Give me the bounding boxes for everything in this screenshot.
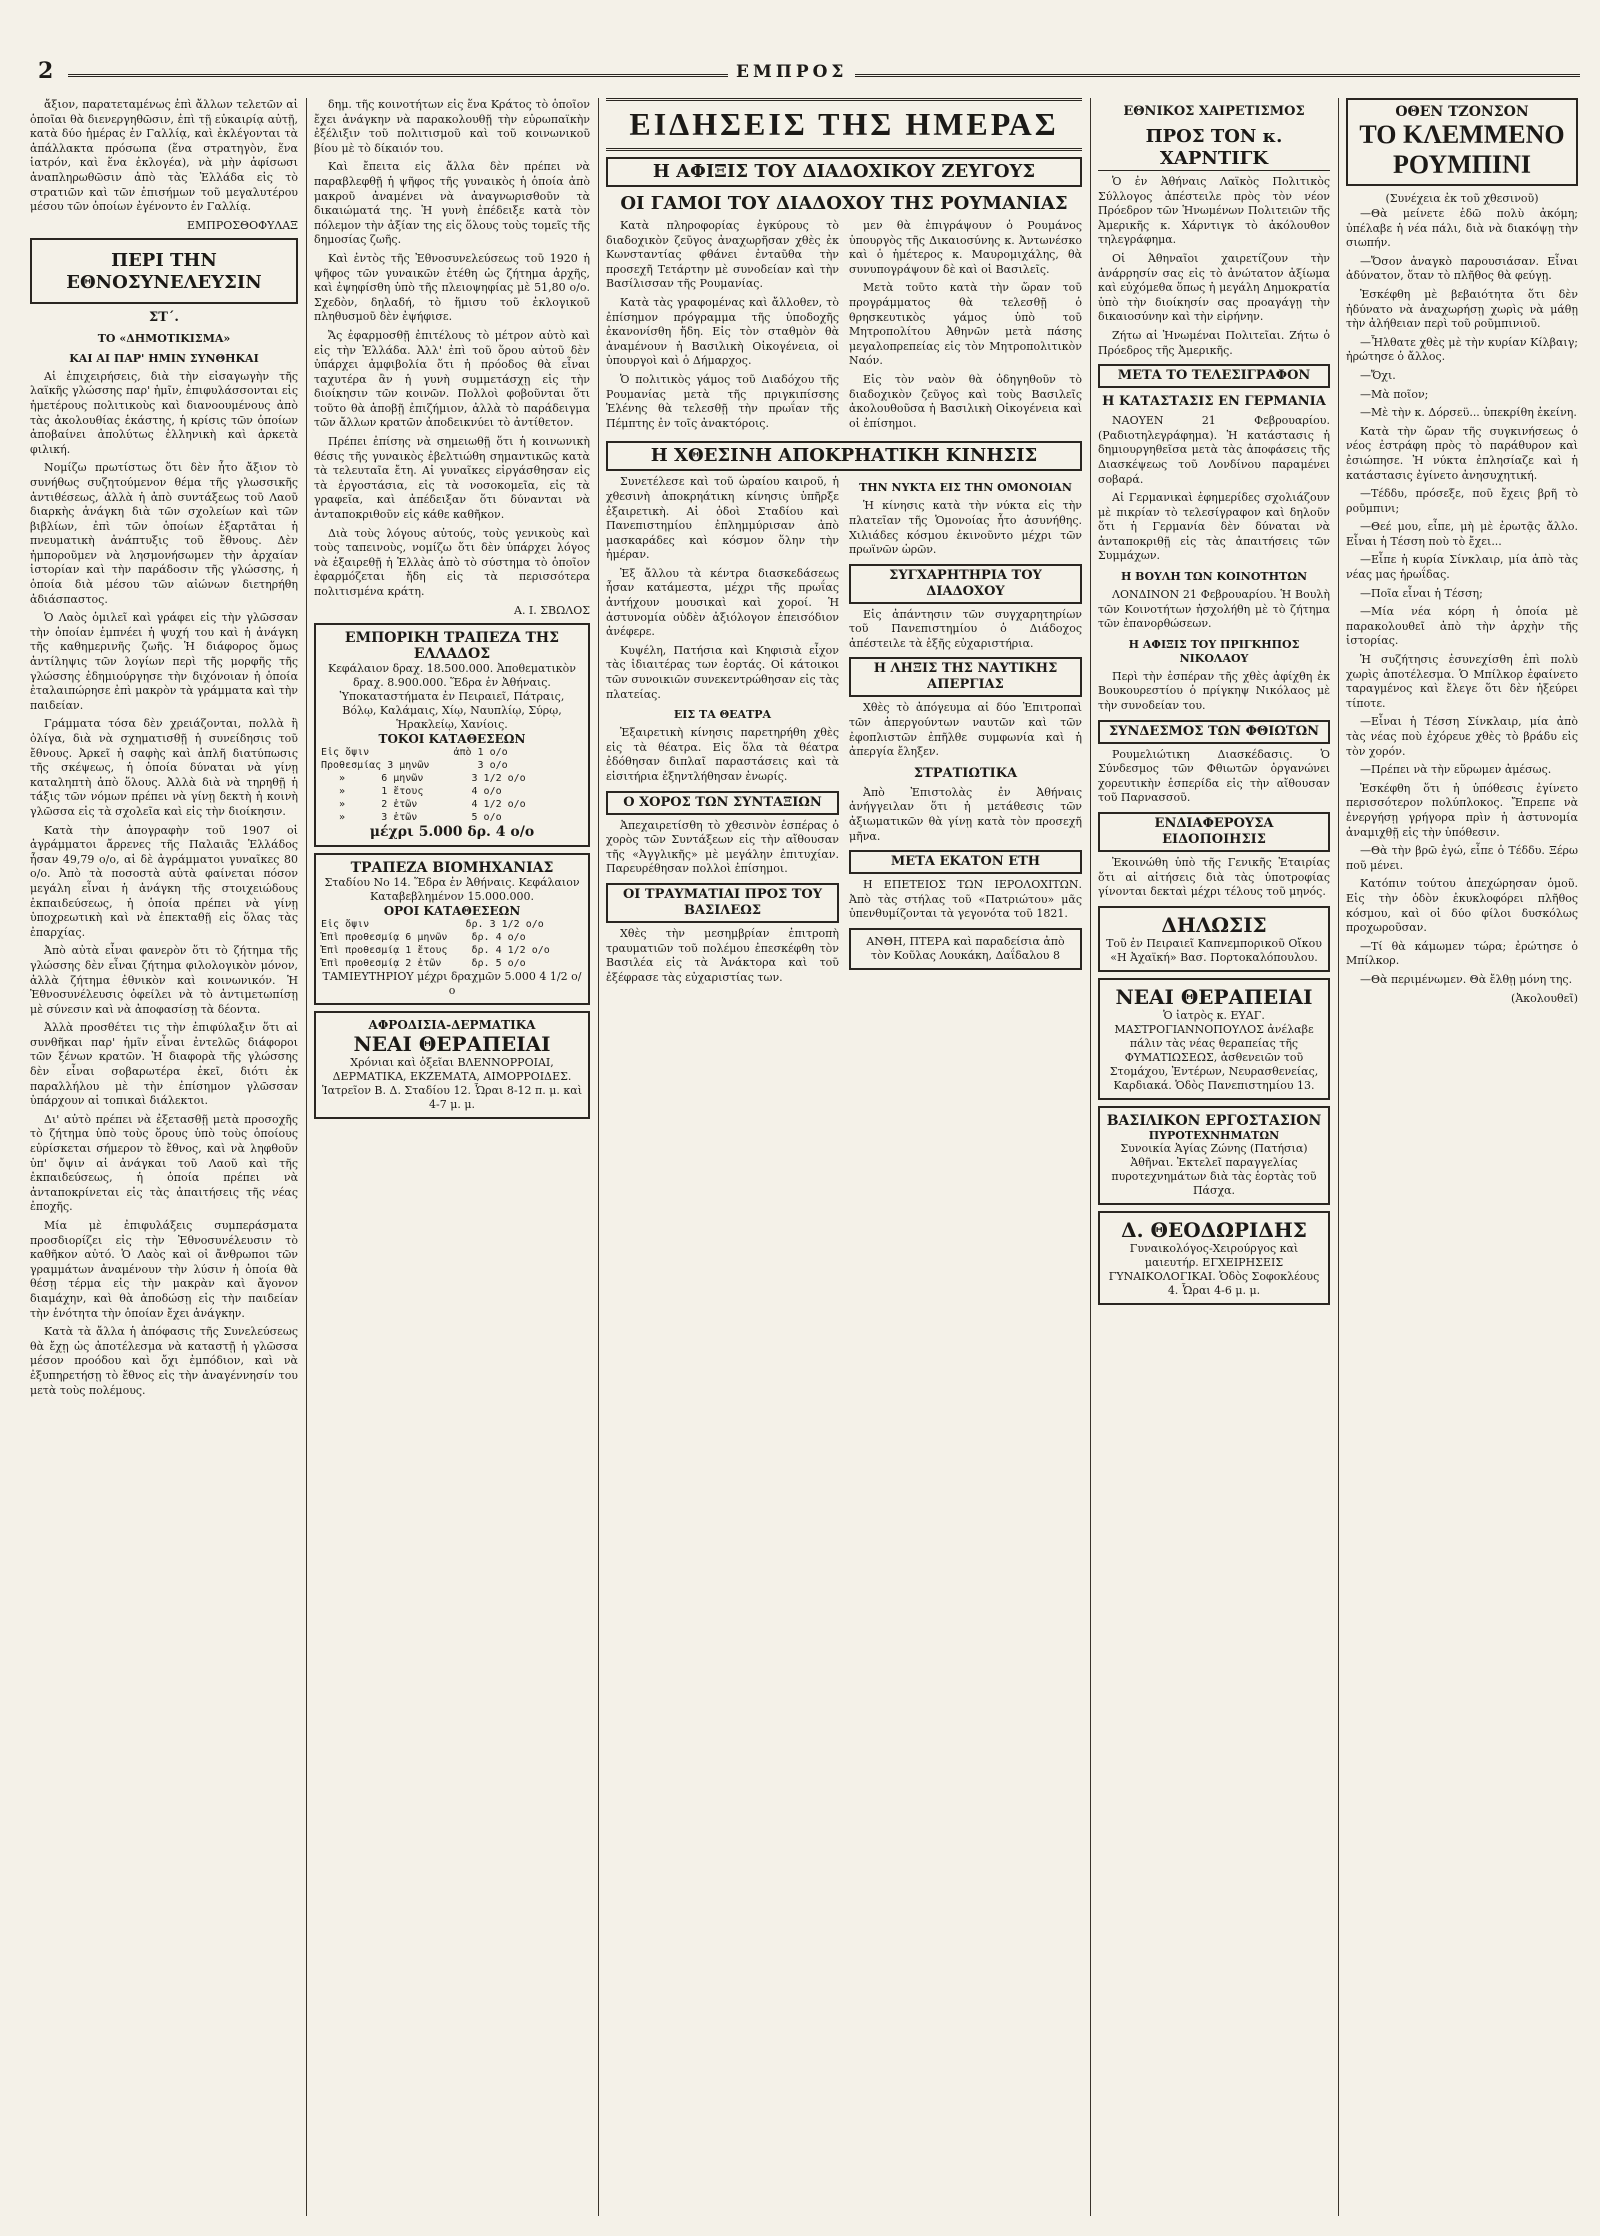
article-headline: Ο ΧΟΡΟΣ ΤΩΝ ΣΥΝΤΑΞΙΩΝ: [606, 791, 839, 815]
article-text: Ρουμελιώτικη Διασκέδασις. Ὁ Σύνδεσμος τῶν Φθιωτῶν ὀργανώνει χορευτικὴν ἑσπερίδα εἰς τὴν αἴθουσαν τοῦ Παρνασσοῦ.: [1098, 747, 1330, 805]
ad-text: Χρόνιαι καὶ ὀξεῖαι ΒΛΕΝΝΟΡΡΟΙΑΙ, ΔΕΡΜΑΤΙΚΑ, ΕΚΖΕΜΑΤΑ, ΑΙΜΟΡΡΟΙΔΕΣ. Ἱατρεῖον Β. Δ. Σταδίου 12. Ὧραι 8-12 π. μ. καὶ 4-7 μ. μ.: [321, 1055, 583, 1111]
ad-subtitle: ΟΡΟΙ ΚΑΤΑΘΕΣΕΩΝ: [383, 903, 521, 918]
article-text: Ὁ ἐν Ἀθήναις Λαϊκὸς Πολιτικὸς Σύλλογος ἀπέστειλε πρὸς τὸν νέον Πρόεδρον τῶν Ἡνωμένων Πολιτειῶν τῆς Ἀμερικῆς κ. Χάρντιγκ τὸ ἀκόλουθον τηλεγράφημα.: [1098, 175, 1330, 247]
serial-text: Ἡ συζήτησις ἐσυνεχίσθη ἐπὶ πολὺ χωρὶς ἀποτέλεσμα. Ὁ Μπίλκορ ἐφαίνετο ταραγμένος καὶ ἔλεγε ὅτι δὲν ἠξεύρει τίποτε.: [1346, 653, 1578, 710]
serial-text: —Μὰ ποῖον;: [1360, 387, 1429, 401]
serial-text: Κατὰ τὴν ὥραν τῆς συγκινήσεως ὁ νέος ἐστράφη πρὸς τὸ παράθυρον καὶ ἐσιώπησε. Ἡ νύκτα ἐπλησίαζε καὶ ἡ κατάστασις ἐγίνετο ἀνησυχητική.: [1346, 424, 1578, 482]
article-text: Αἱ Γερμανικαὶ ἐφημερίδες σχολιάζουν μὲ πικρίαν τὸ τελεσίγραφον καὶ δηλοῦν ὅτι ἡ Γερμανία δὲν δύναται νὰ ἀνταποκριθῇ εἰς τὰς ἀπαιτήσεις τῶν Συμμάχων.: [1098, 491, 1330, 563]
article-subheadline: Η ΑΦΙΞΙΣ ΤΟΥ ΠΡΙΓΚΗΠΟΣ ΝΙΚΟΛΑΟΥ: [1128, 637, 1300, 665]
article-text: Ἐκοινώθη ὑπὸ τῆς Γενικῆς Ἑταιρίας ὅτι αἱ αἰτήσεις διὰ τὰς ὑποτροφίας γίνονται δεκταὶ μέχρι τέλους τοῦ μηνός.: [1098, 856, 1330, 899]
serial-text: —Ποῖα εἶναι ἡ Τέσση;: [1360, 586, 1483, 600]
article-headline: ΜΕΤΑ ΤΟ ΤΕΛΕΣΙΓΡΑΦΟΝ: [1098, 364, 1330, 388]
article-text: Κατὰ τὰς γραφομένας καὶ ἄλλοθεν, τὸ ἐπίσημον πρόγραμμα τῆς ὑποδοχῆς ἐκανονίσθη ἤδη. Εἰς τὸν σταθμὸν θὰ ἀναμένουν ἡ Βασιλικὴ Οἰκογένεια, οἱ ὑπουργοὶ καὶ ὁ Δήμαρχος.: [606, 295, 839, 368]
article-subheadline: ΚΑΙ ΑΙ ΠΑΡ' ΗΜΙΝ ΣΥΝΘΗΚΑΙ: [69, 351, 259, 365]
serial-text: —Ἦλθατε χθὲς μὲ τὴν κυρίαν Κίλβαιγ; ἠρώτησε ὁ ἄλλος.: [1346, 335, 1578, 364]
article-subheadline: ΟΙ ΓΑΜΟΙ ΤΟΥ ΔΙΑΔΟΧΟΥ ΤΗΣ ΡΟΥΜΑΝΙΑΣ: [620, 193, 1068, 214]
article-right-column: [849, 219, 1082, 435]
ad-footer: ΤΑΜΙΕΥΤΗΡΙΟΥ μέχρι δραχμῶν 5.000 4 1/2 ο/ο: [322, 969, 582, 997]
article-text: Ὁ Λαὸς ὁμιλεῖ καὶ γράφει εἰς τὴν γλῶσσαν τὴν ὁποίαν ἐμπνέει ἡ ψυχή του καὶ ἡ ἀνάγκη τῆς καθημερινῆς ζωῆς. Ἡ διάφορος ὅμως ἀντίληψις τῶν λογίων περὶ τῆς μορφῆς τῆς γλώσσης ἐδημιούργησε τὴν διχόνοιαν ἡ ὁποία ἐταλαιπώρησε ἐπὶ μακρὸν τὰ γράμματα καὶ τὴν παιδείαν.: [30, 611, 298, 712]
article-left-column: [606, 219, 839, 435]
column-3-news: [606, 98, 1082, 2216]
article-text: Οἱ Ἀθηναῖοι χαιρετίζουν τὴν ἀνάρρησίν σας εἰς τὸ ἀνώτατον ἀξίωμα καὶ εὐχόμεθα ὅπως ἡ μεγάλη Δημοκρατία ὑπὸ τὴν διοίκησίν σας προαγάγῃ τὴν δικαιοσύνην καὶ τὴν εἰρήνην.: [1098, 251, 1330, 324]
serial-author: ΟΘΕΝ ΤΖΟΝΣΟΝ: [1395, 104, 1529, 120]
article-text: Κατὰ τὰ ἄλλα ἡ ἀπόφασις τῆς Συνελεύσεως θὰ ἔχῃ ὡς ἀποτέλεσμα νὰ καταστῇ ἡ γλῶσσα μέσον προόδου καὶ ὄχι ἐμπόδιον, καὶ νὰ ἐξυπηρετήσῃ τὸ ἔθνος εἰς τὴν ἀναγέννησίν του μετὰ τοὺς πολέμους.: [30, 1325, 298, 1397]
article-text: Ἀλλὰ προσθέτει τις τὴν ἐπιφύλαξιν ὅτι αἱ συνθῆκαι παρ' ἡμῖν εἶναι ἐντελῶς διάφοροι τῶν ξένων κρατῶν. Ἡ διαφορὰ τῆς γλώσσης δὲν εἶναι σοβαρωτέρα ἐκεῖ, διότι ἐκ παραλλήλου μὲ τὴν ἐπίσημον γλῶσσαν ὑπάρχουν αἱ τοπικαὶ διάλεκτοι.: [30, 1021, 298, 1108]
ad-text: Γυναικολόγος-Χειρούργος καὶ μαιευτήρ. ΕΓΧΕΙΡΗΣΕΙΣ ΓΥΝΑΙΚΟΛΟΓΙΚΑΙ. Ὁδὸς Σοφοκλέους 4. Ὧραι 4-6 μ. μ.: [1108, 1241, 1320, 1297]
ad-subtitle: ΠΥΡΟΤΕΧΝΗΜΑΤΩΝ: [1148, 1128, 1280, 1142]
column-divider: [1090, 98, 1091, 2216]
article-headline: ΜΕΤΑ ΕΚΑΤΟΝ ΕΤΗ: [849, 850, 1082, 874]
article-text: Συνετέλεσε καὶ τοῦ ὡραίου καιροῦ, ἡ χθεσινὴ ἀποκρηάτικη κίνησις ὑπῆρξε ἐξαιρετικὴ. Αἱ ὁδοὶ Σταδίου καὶ Πανεπιστημίου ἐπλημμύρισαν ἀπὸ μασκαράδες καὶ κόσμον ὅλην τὴν ἡμέραν.: [606, 475, 839, 562]
serial-text: —Μὲ τὴν κ. Δόρσεϋ... ὑπεκρίθη ἐκείνη.: [1360, 406, 1577, 420]
article-text: Δι' αὐτὸ πρέπει νὰ ἐξετασθῇ μετὰ προσοχῆς τὸ ζήτημα ὑπὸ τοὺς ὅρους ὑπὸ τοὺς ὁποίους εὑρίσκεται σήμερον τὸ ἔθνος, καὶ νὰ ληφθοῦν ὑπ' ὄψιν αἱ ἀνάγκαι τοῦ Λαοῦ καὶ τῆς ἐκπαιδεύσεως, ἡ ὁποία πρέπει νὰ ἀνταποκρίνεται εἰς τὰς ἀπαιτήσεις τῆς νέας ἐποχῆς.: [30, 1112, 298, 1214]
ad-rates-table: Εἰς ὄψιν ἀπὸ 1 ο/ο Προθεσμίας 3 μηνῶν 3 ο/ο » 6 μηνῶν 3 1/2 ο/ο » 1 ἔτους 4 ο/ο » 2 ἐτῶν 4 1/2 ο/ο » 3 ἐτῶν 5 ο/ο: [321, 746, 526, 823]
article-text: Γράμματα τόσα δὲν χρειάζονται, πολλὰ ἢ ὀλίγα, διὰ νὰ σχηματισθῇ ἡ συνείδησις τοῦ ἔθνους. Ἀρκεῖ ἡ σαφὴς καὶ ἁπλῆ διατύπωσις τῆς σκέψεως, ἡ ὁποία δύναται νὰ γίνῃ καταληπτὴ ἀπὸ ὅλους. Ἀλλὰ διὰ νὰ τηρηθῇ ἡ τάξις τῶν νόμων πρέπει νὰ γίνῃ δεκτὴ ἡ κοινὴ γλῶσσα εἰς τὰ σχολεῖα καὶ εἰς τὴν διοίκησιν.: [30, 717, 298, 818]
ad-title: ΝΕΑΙ ΘΕΡΑΠΕΙΑΙ: [1115, 984, 1313, 1009]
article-signature: Α. Ι. ΣΒΩΛΟΣ: [514, 603, 590, 617]
ad-title: ΝΕΑΙ ΘΕΡΑΠΕΙΑΙ: [353, 1031, 551, 1056]
advertisement-industry-bank: [314, 853, 590, 1005]
serial-text: —Πρέπει νὰ τὴν εὕρωμεν ἀμέσως.: [1360, 763, 1552, 777]
advertisement-bank: [314, 623, 590, 847]
serial-title: ΤΟ ΚΛΕΜΜΕΝΟ ΡΟΥΜΠΙΝΙ: [1359, 120, 1565, 179]
serial-title-box: [1346, 98, 1578, 186]
two-column-article: [606, 475, 1082, 989]
article-left-column: [606, 475, 839, 989]
article-text: Αἱ ἐπιχειρήσεις, διὰ τὴν εἰσαγωγὴν τῆς λαϊκῆς γλώσσης παρ' ἡμῖν, ἐπιφυλάσσονται εἰς ἡμετέρους πολιτικοὺς καὶ διανοουμένους ἀπὸ τὰς ἀκολουθίας ἑκάστης, ἡ κρίσις τῶν ὁποίων ἀποβαίνει ἀπολύτως ἑλληνικὴ καὶ ἀρκετὰ φιλική.: [30, 369, 298, 456]
serial-text: —Ὄχι.: [1360, 368, 1396, 382]
column-divider: [598, 98, 599, 2216]
column-2: [314, 98, 590, 2216]
two-column-article: [606, 219, 1082, 435]
article-text: Κυψέλη, Πατήσια καὶ Κηφισιὰ εἶχον τὰς ἰδιαιτέρας των ἑορτάς. Οἱ κάτοικοι τῶν συνοικιῶν συνεκεντρώθησαν εἰς τὰς πλατείας.: [606, 643, 839, 701]
serial-text: —Θὰ περιμένωμεν. Θὰ ἔλθῃ μόνη της.: [1360, 972, 1573, 986]
article-text: Ἄς ἐφαρμοσθῇ ἐπιτέλους τὸ μέτρον αὐτὸ καὶ εἰς τὴν Ἑλλάδα. Ἀλλ' ἐπὶ τοῦ ὅρου αὐτοῦ δὲν ὑπάρχει ἀμφιβολία ὅτι ἡ πρόοδος θὰ εἶναι ταχυτέρα ἂν ἡ γυνὴ συμμετάσχῃ εἰς τὴν διοίκησιν τῶν κοινῶν. Πολλοὶ φοβοῦνται ὅτι τοῦτο θὰ ἀποβῇ ἐπιζήμιον, ἀλλὰ τὸ παράδειγμα τῶν ἄλλων κρατῶν ἀποδεικνύει τὸ ἀντίθετον.: [314, 328, 590, 430]
ad-text: Ὁ ἰατρὸς κ. ΕΥΑΓ. ΜΑΣΤΡΟΓΙΑΝΝΟΠΟΥΛΟΣ ἀνέλαβε πάλιν τὰς νέας θεραπείας τῆς ΦΥΜΑΤΙΩΣΕΩΣ, ἀσθενειῶν τοῦ Στομάχου, Ἐντέρων, Νευρασθενείας, Καρδιακά. Ὁδὸς Πανεπιστημίου 13.: [1109, 1008, 1319, 1092]
ad-text: Τοῦ ἐν Πειραιεῖ Καπνεμπορικοῦ Οἴκου «Η Ἀχαϊκή» Βασ. Πορτοκαλόπουλου.: [1106, 936, 1322, 964]
article-subheadline: ΤΟ «ΔΗΜΟΤΙΚΙΣΜΑ»: [97, 331, 231, 345]
article-text: Ἀπὸ Ἐπιστολὰς ἐν Ἀθήναις ἀνήγγειλαν ὅτι ἡ μετάθεσις τῶν ἀξιωματικῶν θὰ γίνῃ κατὰ τὸν προσεχῆ μῆνα.: [849, 785, 1082, 843]
ad-text: Κεφάλαιον δραχ. 18.500.000. Ἀποθεματικὸν δραχ. 8.900.000. Ἕδρα ἐν Ἀθήναις. Ὑποκαταστήματα ἐν Πειραιεῖ, Πάτραις, Βόλῳ, Καλάμαις, Χίῳ, Ναυπλίῳ, Σύρῳ, Ἡρακλείῳ, Χανίοις.: [328, 661, 576, 731]
article-text: Ἀπὸ αὐτὰ εἶναι φανερὸν ὅτι τὸ ζήτημα τῆς γλώσσης δὲν εἶναι ζήτημα φιλολογικὸν μόνον, ἀλλὰ ζήτημα ἐθνικὸν καὶ κοινωνικόν. Ἡ Ἐθνοσυνέλευσις ὀφείλει νὰ τὸ ἀντιμετωπίσῃ μὲ σύνεσιν καὶ νὰ ἀποφασίσῃ τὰ δέοντα.: [30, 944, 298, 1016]
page-number: 2: [38, 58, 54, 84]
masthead-title: ΕΜΠΡΟΣ: [728, 62, 855, 82]
article-text: Χθὲς τὸ ἀπόγευμα αἱ δύο Ἐπιτροπαὶ τῶν ἀπεργούντων ναυτῶν καὶ τῶν ἐφοπλιστῶν ἐπῆλθε συμφωνία καὶ ἡ ἀπεργία ἔληξεν.: [849, 701, 1082, 759]
serial-text: Ἐσκέφθη μὲ βεβαιότητα ὅτι δὲν ἠδύνατο νὰ ἀναχωρήσῃ χωρὶς νὰ μάθῃ τὴν ἀλήθειαν περὶ τοῦ ροῦμπινιοῦ.: [1346, 287, 1578, 331]
ad-text: Συνοικία Ἁγίας Ζώνης (Πατήσια) Ἀθῆναι. Ἐκτελεῖ παραγγελίας πυροτεχνημάτων διὰ τὰς ἑορτὰς τοῦ Πάσχα.: [1111, 1141, 1317, 1197]
article-text: Διὰ τοὺς λόγους αὐτούς, τοὺς γενικοὺς καὶ τοὺς ταπεινοὺς, νομίζω ὅτι δὲν ὑπάρχει λόγος νὰ ἐξαιρεθῇ ἡ Ἑλλὰς ἀπὸ τὸ σύστημα τὸ ὁποῖον ἐφαρμόζεται ἤδη εἰς τὰ περισσότερα πολιτισμένα κράτη.: [314, 526, 590, 598]
article-text: Ἐξαιρετικὴ κίνησις παρετηρήθη χθὲς εἰς τὰ θέατρα. Εἰς ὅλα τὰ θέατρα ἐδόθησαν διπλαῖ παραστάσεις καὶ τὰ εἰσιτήρια ἐξηντλήθησαν ἐνωρίς.: [606, 726, 839, 783]
article-text: Πρέπει ἐπίσης νὰ σημειωθῇ ὅτι ἡ κοινωνικὴ θέσις τῆς γυναικὸς ἐβελτιώθη σημαντικῶς κατὰ τὰ τελευταῖα ἔτη. Αἱ γυναῖκες εἰργάσθησαν εἰς τὰ ἐργοστάσια, εἰς τὰ νοσοκομεῖα, εἰς τὰ γραφεῖα, καὶ ἀπέδειξαν ὅτι δύνανται νὰ ἀνταποκριθοῦν εἰς κάθε καθῆκον.: [314, 435, 590, 522]
column-5-serial: [1346, 98, 1578, 2216]
article-text: Ἡ κίνησις κατὰ τὴν νύκτα εἰς τὴν πλατεῖαν τῆς Ὁμονοίας ἦτο ἀσυνήθης. Χιλιάδες κόσμου ἐκινοῦντο μέχρι τῶν πρωϊνῶν ὡρῶν.: [849, 499, 1082, 557]
serial-text: —Εἶπε ἡ κυρία Σίνκλαιρ, μία ἀπὸ τὰς νέας μας ἡρωΐδας.: [1346, 553, 1578, 582]
article-text: Κατὰ πληροφορίας ἐγκύρους τὸ διαδοχικὸν ζεῦγος ἀναχωρῆσαν χθὲς ἐκ Κωνσταντίας φθάνει ἐνταῦθα τὴν προσεχῆ Τετάρτην μὲ συνοδείαν καὶ τὴν Βασίλισσαν τῆς Ρουμανίας.: [606, 219, 839, 291]
article-text: Νομίζω πρωτίστως ὅτι δὲν ἦτο ἄξιον τὸ συνήθως συζητούμενον θέμα τῆς γλωσσικῆς ἀντιθέσεως, ἀλλὰ ἡ ἀπὸ συντάξεως τοῦ Λαοῦ διαρκὴς ἀνάγκη διὰ τῶν σχολείων καὶ τῶν βιβλίων, ἐπὶ τῶν ὁποίων ἐξαρτᾶται ἡ πνευματικὴ ἀνάπτυξις τοῦ ἔθνους. Δὲν ἠμποροῦμεν νὰ λησμονήσωμεν τὴν ἀρχαίαν ἱστορίαν καὶ τὴν παράδοσιν τῆς γλώσσης, ἡ ὁποία διὰ μέσου τῶν αἰώνων διετηρήθη ἀδιάσπαστος.: [30, 461, 298, 606]
article-headline: ΣΥΓΧΑΡΗΤΗΡΙΑ ΤΟΥ ΔΙΑΔΟΧΟΥ: [849, 564, 1082, 604]
article-text: Μία μὲ ἐπιφυλάξεις συμπεράσματα προσδιορίζει εἰς τὴν Ἐθνοσυνέλευσιν τὸ καθῆκον αὐτό. Ὁ Λαὸς καὶ οἱ ἄνθρωποι τῶν γραμμάτων ἀναμένουν τὴν λύσιν ἡ ὁποία θὰ θέσῃ τέρμα εἰς τὴν μακρὰν καὶ ἄγονον διαμάχην, καὶ θὰ ἀποδώσῃ εἰς τὴν παιδείαν τὴν ἑνότητα τὴν ὁποίαν ἔχει ἀνάγκην.: [30, 1219, 298, 1320]
ad-title: ΤΡΑΠΕΖΑ ΒΙΟΜΗΧΑΝΙΑΣ: [350, 859, 554, 876]
section-banner: ΕΙΔΗΣΕΙΣ ΤΗΣ ΗΜΕΡΑΣ: [606, 98, 1082, 151]
ad-title: ΔΗΛΩΣΙΣ: [1161, 912, 1267, 937]
article-text: Εἰς ἀπάντησιν τῶν συγχαρητηρίων τοῦ Πανεπιστημίου ὁ Διάδοχος ἀπέστειλε τὰ ἑξῆς εὐχαριστήρια.: [849, 607, 1082, 650]
ad-text: ΑΝΘΗ, ΠΤΕΡΑ καὶ παραδείσια ἀπὸ τὸν Κοῦλας Λουκάκη, Δαΐδαλου 8: [866, 935, 1065, 962]
article-signature: ΕΜΠΡΟΣΘΟΦΥΛΑΞ: [186, 218, 298, 232]
article-right-column: [849, 475, 1082, 989]
serial-text: —Τί θὰ κάμωμεν τώρα; ἐρώτησε ὁ Μπίλκορ.: [1346, 939, 1578, 968]
column-4: [1098, 98, 1330, 2216]
article-text: Εἰς τὸν ναὸν θὰ ὁδηγηθοῦν τὸ διαδοχικὸν ζεῦγος καὶ τοὺς Βασιλεῖς ἀκολουθοῦσα ἡ Βασιλικὴ Οἰκογένεια καὶ οἱ ἐπίσημοι.: [849, 372, 1082, 430]
article-subheadline: Η ΒΟΥΛΗ ΤΩΝ ΚΟΙΝΟΤΗΤΩΝ: [1120, 570, 1308, 584]
article-headline: ΣΥΝΔΕΣΜΟΣ ΤΩΝ ΦΘΙΩΤΩΝ: [1098, 720, 1330, 744]
ad-title: ΕΜΠΟΡΙΚΗ ΤΡΑΠΕΖΑ ΤΗΣ ΕΛΛΑΔΟΣ: [344, 629, 560, 662]
article-text: Κατὰ τὴν ἀπογραφὴν τοῦ 1907 οἱ ἀγράμματοι ἄρρενες τῆς Παλαιᾶς Ἑλλάδος ἦσαν 49,79 ο/ο, αἱ δὲ ἀγράμματοι γυναῖκες 80 ο/ο. Ἀπὸ τὰ ποσοστὰ αὐτὰ φαίνεται πόσον μεγάλη εἶναι ἡ ἀνάγκη τῆς στοιχειώδους ἐκπαιδεύσεως, ἡ ὁποία πρέπει νὰ γίνῃ ὑποχρεωτικὴ καὶ νὰ ἐπεκταθῇ εἰς ὅλας τὰς ἐπαρχίας.: [30, 823, 298, 939]
article-headline: Η ΧΘΕΣΙΝΗ ΑΠΟΚΡΗΑΤΙΚΗ ΚΙΝΗΣΙΣ: [606, 441, 1082, 471]
article-headline: ΕΝΔΙΑΦΕΡΟΥΣΑ ΕΙΔΟΠΟΙΗΣΙΣ: [1098, 812, 1330, 852]
article-headline: Η ΑΦΙΞΙΣ ΤΟΥ ΔΙΑΔΟΧΙΚΟΥ ΖΕΥΓΟΥΣ: [606, 157, 1082, 187]
serial-text: Κατόπιν τούτου ἀπεχώρησαν ὁμοῦ. Εἰς τὴν ὁδὸν ἐκυκλοφόρει πλῆθος κόσμου, καὶ οἱ δύο φίλοι δυσκόλως προχωροῦσαν.: [1346, 877, 1578, 935]
article-text: Καὶ ἔπειτα εἰς ἄλλα δὲν πρέπει νὰ παραβλεφθῇ ἡ ψῆφος τῆς γυναικὸς ἡ ὁποία ἀπὸ μακροῦ ἀναμένει νὰ ἀναγνωρισθοῦν τὰ δικαιώματά της. Ἡ γυνὴ ἐπέδειξε κατὰ τὸν πόλεμον τὴν ἀξίαν της εἰς ὅλους τοὺς τομεῖς τῆς δημοσίας ζωῆς.: [314, 160, 590, 247]
article-text: Η ΕΠΕΤΕΙΟΣ ΤΩΝ ΙΕΡΟΛΟΧΙΤΩΝ. Ἀπὸ τὰς στήλας τοῦ «Πατριώτου» μᾶς ὑπενθυμίζονται τὰ γεγονότα τοῦ 1821.: [849, 878, 1082, 921]
column-divider: [1338, 98, 1339, 2216]
serial-continuation-note: (Συνέχεια ἐκ τοῦ χθεσινοῦ): [1385, 192, 1539, 205]
serial-continued: (Ἀκολουθεῖ): [1511, 991, 1578, 1005]
column-1: [30, 98, 298, 2216]
article-text: μεν θὰ ἐπιγράψουν ὁ Ρουμάνος ὑπουργὸς τῆς Δικαιοσύνης κ. Ἀντωνέσκο καὶ ὁ ἡμέτερος κ. Μαυρομιχάλης, θὰ συνυπογράψουν δὲ καὶ οἱ Βασιλεῖς.: [849, 219, 1082, 276]
serial-text: —Ὄσον ἀναγκὸ παρουσιάσαν. Εἶναι ἀδύνατον, ὅταν τὸ πλῆθος θὰ φεύγῃ.: [1346, 254, 1578, 283]
serial-text: —Εἶναι ἡ Τέσση Σίνκλαιρ, μία ἀπὸ τὰς νέας ποὺ ἐχόρευε χθὲς τὸ βράδυ εἰς τὸν χορόν.: [1346, 715, 1578, 758]
article-text: Χθὲς τὴν μεσημβρίαν ἐπιτροπὴ τραυματιῶν τοῦ πολέμου ἐπεσκέφθη τὸν Βασιλέα εἰς τὰ Ἀνάκτορα καὶ τοῦ ἐξέφρασε τὰς εὐχαριστίας των.: [606, 926, 839, 984]
ad-text: Σταδίου Νο 14. Ἕδρα ἐν Ἀθήναις. Κεφάλαιον Καταβεβλημένον 15.000.000.: [324, 875, 580, 903]
article-headline: Η ΛΗΞΙΣ ΤΗΣ ΝΑΥΤΙΚΗΣ ΑΠΕΡΓΙΑΣ: [849, 657, 1082, 697]
article-text: Ζήτω αἱ Ἡνωμέναι Πολιτεῖαι. Ζήτω ὁ Πρόεδρος τῆς Ἀμερικῆς.: [1098, 328, 1330, 357]
advertisement-doctor: [1098, 1211, 1330, 1305]
article-text: δημ. τῆς κοινοτήτων εἰς ἕνα Κράτος τὸ ὁποῖον ἔχει ἀνάγκην νὰ παρακολουθῇ τὴν εὐρωπαϊκὴν ἐξέλιξιν τοῦ πολιτισμοῦ καὶ τοῦ κοινωνικοῦ βίου μὲ τὸ δίκαιόν του.: [314, 98, 590, 155]
article-text: ΝΑΟΥΕΝ 21 Φεβρουαρίου. (Ραδιοτηλεγράφημα). Ἡ κατάστασις ἡ δημιουργηθεῖσα μετὰ τὰς ἀποφάσεις τῆς Διασκέψεως τοῦ Λονδίνου παραμένει σοβαρά.: [1098, 414, 1330, 486]
article-subheadline: ΤΗΝ ΝΥΚΤΑ ΕΙΣ ΤΗΝ ΟΜΟΝΟΙΑΝ: [859, 481, 1072, 495]
article-text: ΛΟΝΔΙΝΟΝ 21 Φεβρουαρίου. Ἡ Βουλὴ τῶν Κοινοτήτων ἠσχολήθη μὲ τὸ ζήτημα τῶν ἐπανορθώσεων.: [1098, 588, 1330, 631]
advertisement-fireworks: [1098, 1106, 1330, 1205]
article-text: Καὶ ἐντὸς τῆς Ἐθνοσυνελεύσεως τοῦ 1920 ἡ ψῆφος τῶν γυναικῶν ἐτέθη ὡς ζήτημα ἀρχῆς, καὶ ἐψηφίσθη ὑπὸ τῆς πλειοψηφίας μὲ 51,80 ο/ο. Σχεδὸν, δηλαδή, τὸ ἥμισυ τοῦ ἐκλογικοῦ πληθυσμοῦ δὲν ἐψήφισε.: [314, 251, 590, 324]
serial-text: —Θὰ μείνετε ἐδῶ πολὺ ἀκόμη; ὑπέλαβε ἡ νέα πάλι, διὰ νὰ διακόψῃ τὴν σιωπήν.: [1346, 207, 1578, 250]
ad-title: ΒΑΣΙΛΙΚΟΝ ΕΡΓΟΣΤΑΣΙΟΝ: [1106, 1112, 1322, 1129]
article-text: ἄξιον, παρατεταμένως ἐπὶ ἄλλων τελετῶν αἱ ὁποῖαι θὰ διενεργηθῶσιν, ἐπὶ τῇ εὐκαιρίᾳ αὐτῇ, κατὰ δύο ἡμέρας ἐν Γαλλίᾳ, καὶ ἐκλέγονται τὰ ἀπάλλακτα πρόσωπα (ἕνα στρατηγὸν, ἕνα ἱατρόν, καὶ ἕνα ἐκλογέα), νὰ μὴν ἀφίσωσι ἀναπληρωθῶσιν ἀπὸ τὰς Ἑλλάδα εἰς τὸ στρατιῶν καὶ τῶν ἐπισήμων τοῦ μεγαλυτέρου μέσου τῶν ὁποίων ἐγένοντο ἐν Γαλλίᾳ.: [30, 98, 298, 214]
headline-box: [30, 238, 298, 304]
ad-kicker: ΑΦΡΟΔΙΣΙΑ-ΔΕΡΜΑΤΙΚΑ: [368, 1017, 536, 1032]
article-text: Περὶ τὴν ἑσπέραν τῆς χθὲς ἀφίχθη ἐκ Βουκουρεστίου ὁ πρίγκηψ Νικόλαος μὲ τὴν συνοδείαν του.: [1098, 669, 1330, 713]
article-text: Μετὰ τοῦτο κατὰ τὴν ὥραν τοῦ προγράμματος θὰ τελεσθῇ ὁ θρησκευτικὸς γάμος ὑπὸ τοῦ Μητροπολίτου Ἀθηνῶν μετὰ πάσης μεγαλοπρεπείας εἰς τὸν Μητροπολιτικὸν Ναόν.: [849, 281, 1082, 368]
serial-text: Ἐσκέφθη ὅτι ἡ ὑπόθεσις ἐγίνετο περισσότερον πολύπλοκος. Ἔπρεπε νὰ ἐνεργήσῃ γρήγορα πρὶν ἡ ἀστυνομία ἀναμιχθῇ εἰς τὴν ὑπόθεσιν.: [1346, 781, 1578, 839]
article-headline: ΟΙ ΤΡΑΥΜΑΤΙΑΙ ΠΡΟΣ ΤΟΥ ΒΑΣΙΛΕΩΣ: [606, 883, 839, 923]
ad-footer: μέχρι 5.000 δρ. 4 ο/ο: [369, 823, 535, 840]
serial-text: —Μία νέα κόρη ἡ ὁποία μὲ παρακολουθεῖ ἀπὸ τὴν ἀρχὴν τῆς ἱστορίας.: [1346, 605, 1578, 648]
column-divider: [306, 98, 307, 2216]
article-section-number: ΣΤ΄.: [149, 309, 179, 325]
article-subheadline: Η ΚΑΤΑΣΤΑΣΙΣ ΕΝ ΓΕΡΜΑΝΙΑ: [1102, 394, 1326, 410]
article-headline: ΕΘΝΙΚΟΣ ΧΑΙΡΕΤΙΣΜΟΣ: [1123, 104, 1305, 119]
article-text: Ὁ πολιτικὸς γάμος τοῦ Διαδόχου τῆς Ρουμανίας μετὰ τῆς πριγκιπίσσης Ἑλένης θὰ τελεσθῇ τὴν πρωΐαν τῆς Πέμπτης ἐν τοῖς ἀνακτόροις.: [606, 372, 839, 430]
serial-text: —Θὰ τὴν βρῶ ἐγώ, εἶπε ὁ Τέδδυ. Ξέρω ποῦ μένει.: [1346, 844, 1578, 872]
ad-subtitle: ΤΟΚΟΙ ΚΑΤΑΘΕΣΕΩΝ: [378, 731, 526, 746]
article-subheadline: ΕΙΣ ΤΑ ΘΕΑΤΡΑ: [673, 708, 772, 722]
serial-text: —Τέδδυ, πρόσεξε, ποῦ ἔχεις βρῆ τὸ ροῦμπινι;: [1346, 487, 1578, 515]
article-subheadline: ΠΡΟΣ ΤΟΝ κ. ΧΑΡΝΤΙΓΚ: [1098, 126, 1330, 171]
advertisement-therapies: [1098, 978, 1330, 1100]
page-header: [28, 58, 1580, 86]
ad-rates-table: Εἰς ὄψιν δρ. 3 1/2 ο/ο Ἐπὶ προθεσμίᾳ 6 μηνῶν δρ. 4 ο/ο Ἐπὶ προθεσμίᾳ 1 ἔτους δρ. 4 1/2 ο/ο Ἐπὶ προθεσμίᾳ 2 ἐτῶν δρ. 5 ο/ο: [321, 918, 550, 969]
serial-text: —Θεέ μου, εἶπε, μὴ μὲ ἐρωτᾷς ἄλλο. Εἶναι ἡ Τέσση ποὺ τὸ ἔχει...: [1346, 520, 1578, 548]
advertisement-clinic: [314, 1011, 590, 1119]
article-text: Ἐξ ἄλλου τὰ κέντρα διασκεδάσεως ἦσαν κατάμεστα, μέχρι τῆς πρωΐας ἀντήχουν μουσικαὶ καὶ χοροί. Ἡ ἀστυνομία οὐδὲν ἀξιόλογον ἐπεισόδιον ἀνέφερε.: [606, 566, 839, 639]
advertisement-declaration: [1098, 906, 1330, 972]
article-headline: ΣΤΡΑΤΙΩΤΙΚΑ: [913, 765, 1018, 781]
ad-title: Δ. ΘΕΟΔΩΡΙΔΗΣ: [1121, 1217, 1307, 1242]
advertisement-flowers: [849, 928, 1082, 970]
article-text: Ἀπεχαιρετίσθη τὸ χθεσινὸν ἑσπέρας ὁ χορὸς τῶν Συντάξεων εἰς τὴν αἴθουσαν τῆς «Ἀγγλικῆς» μὲ μεγάλην ἐπιτυχίαν. Παρευρέθησαν πολλοὶ ἐπίσημοι.: [606, 818, 839, 876]
article-headline: ΠΕΡΙ ΤΗΝ ΕΘΝΟΣΥΝΕΛΕΥΣΙΝ: [66, 249, 262, 293]
